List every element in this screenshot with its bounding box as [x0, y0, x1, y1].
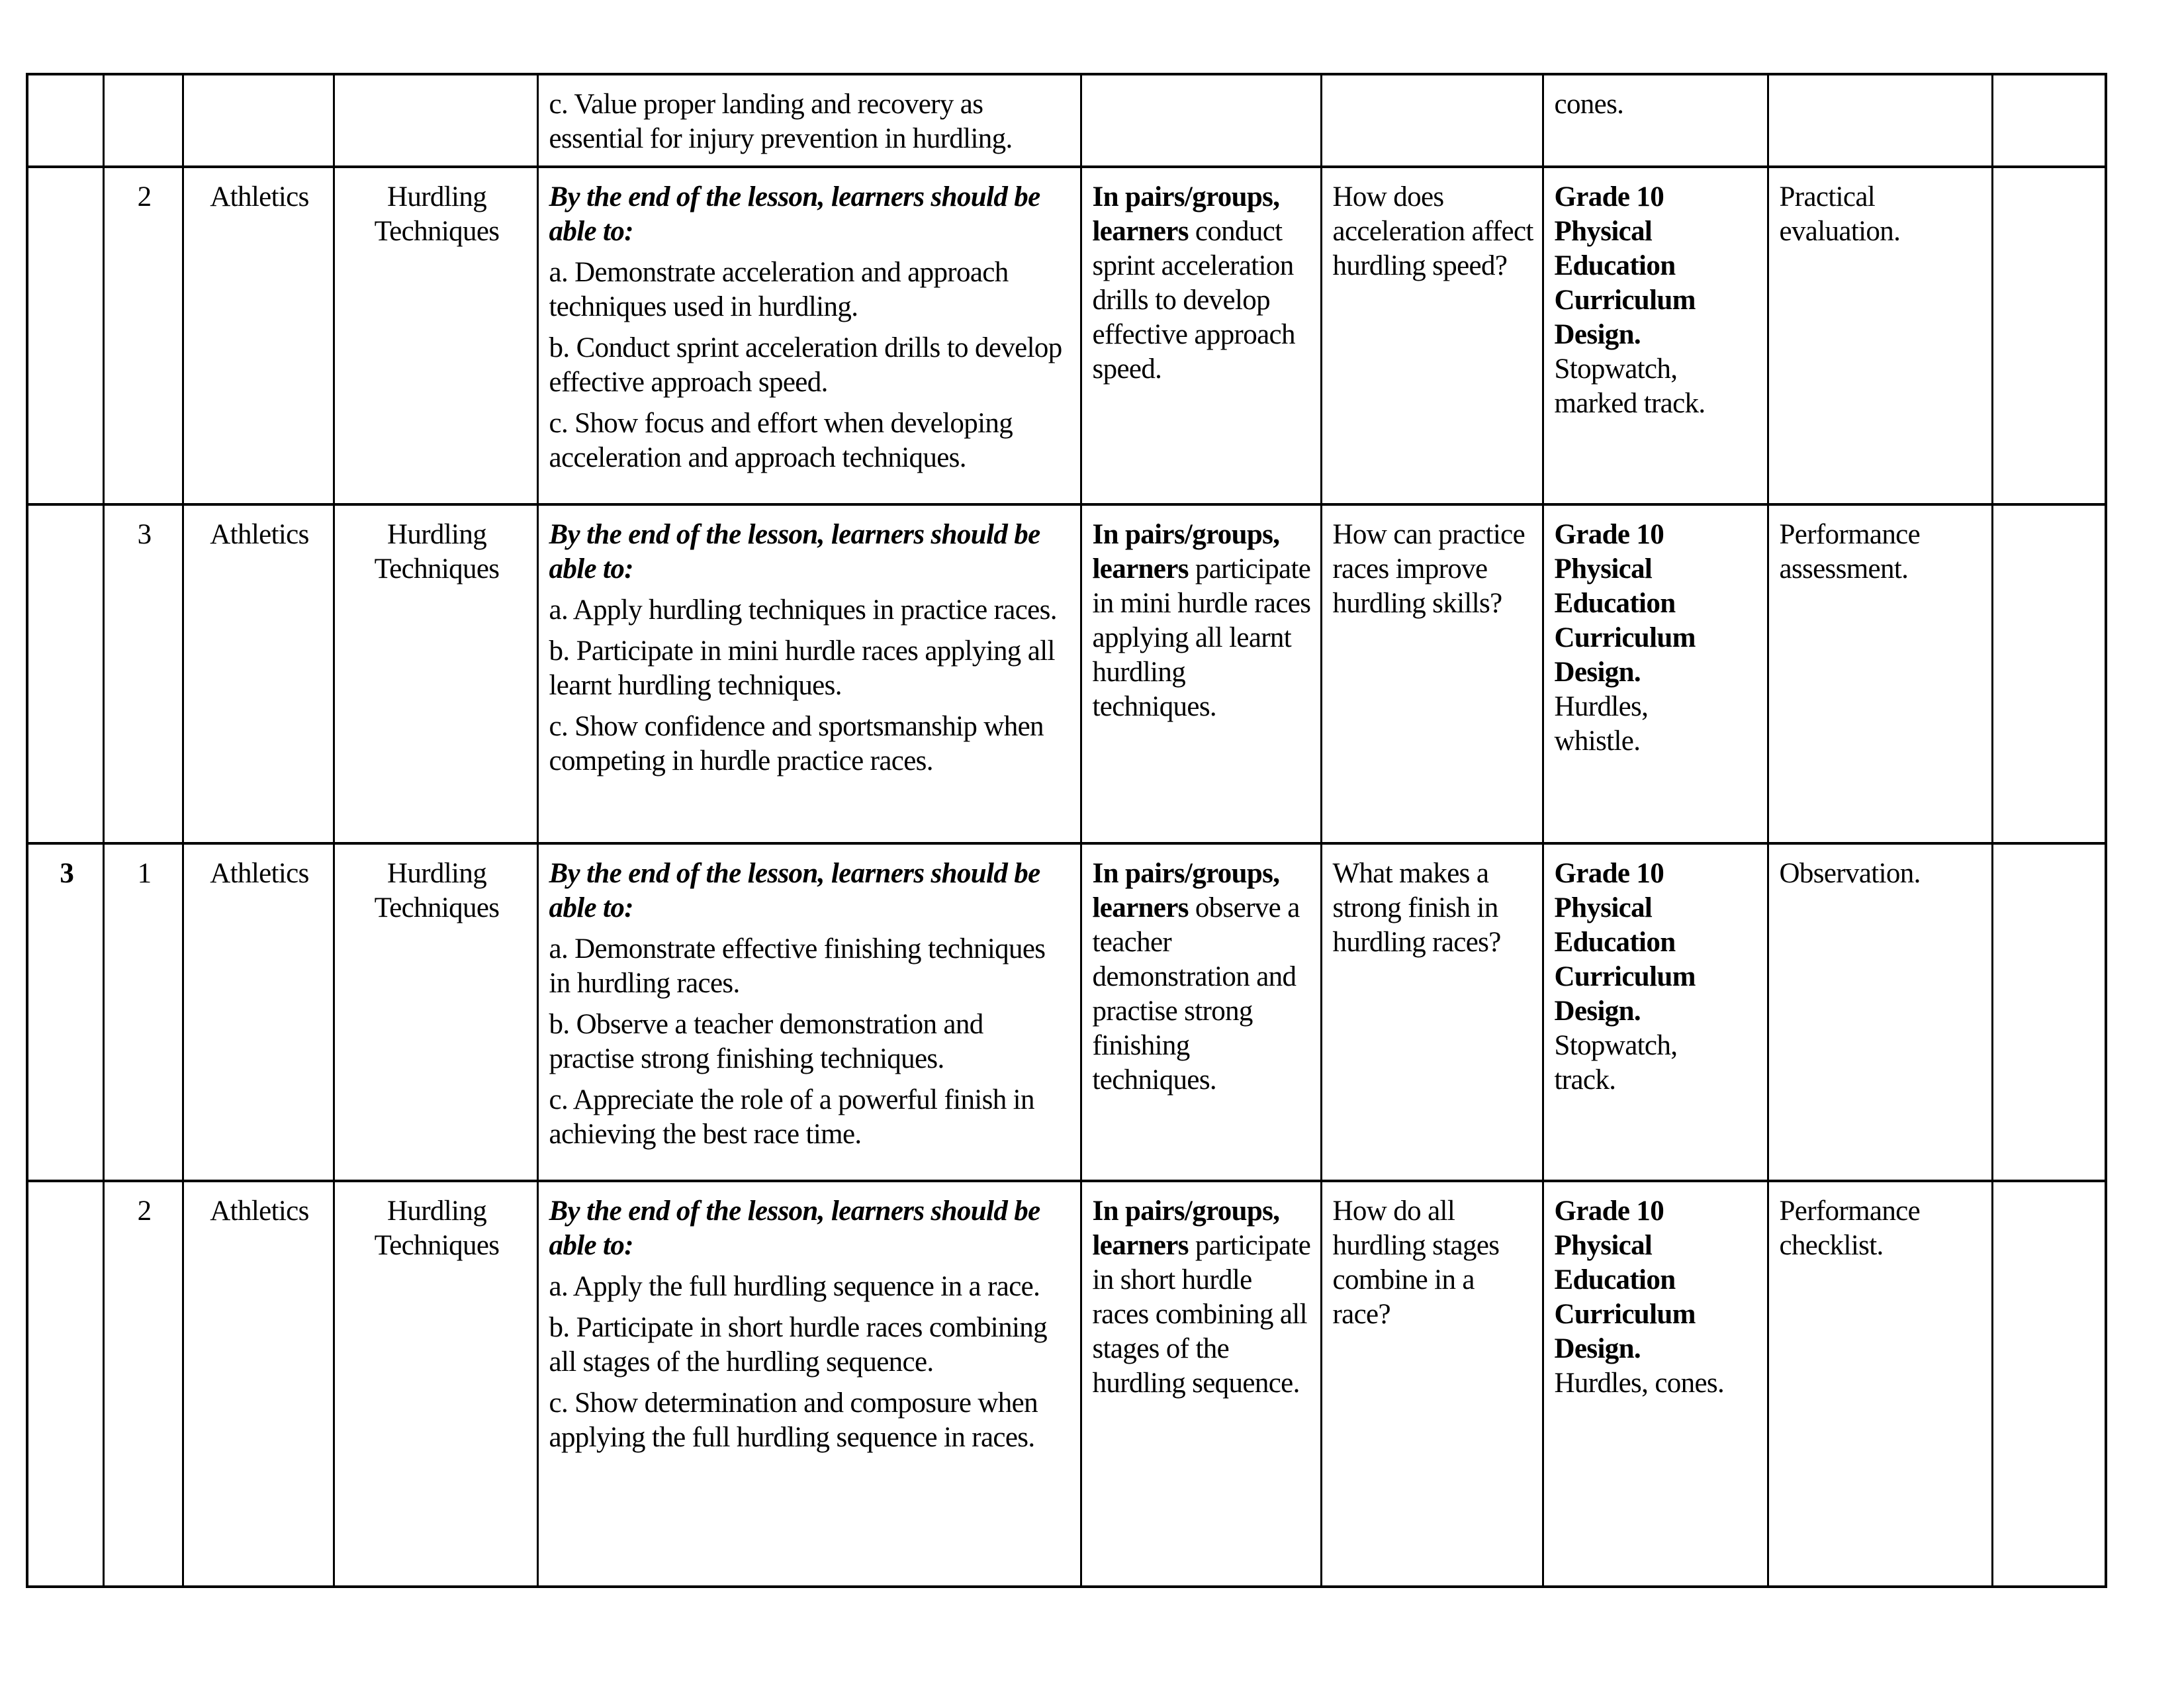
- resources-item: track.: [1554, 1064, 1616, 1096]
- outcome-item: b. Conduct sprint acceleration drills to develop effective approach speed.: [549, 332, 1062, 398]
- experiences-paragraph: [1093, 180, 1312, 387]
- cell-strand: [183, 167, 334, 504]
- table-row: [27, 843, 2106, 1181]
- experiences-paragraph: [1093, 518, 1312, 724]
- cell-lesson: [103, 1181, 183, 1587]
- cell-lesson: [103, 74, 183, 167]
- strand-label: Athletics: [210, 519, 309, 550]
- cell-learning-experiences: [1081, 74, 1321, 167]
- sub-strand-label: Hurdling Techniques: [374, 1196, 500, 1261]
- strand-label: Athletics: [210, 1196, 309, 1227]
- cell-key-inquiry-question: [1321, 74, 1543, 167]
- resources-item: cones.: [1554, 89, 1624, 120]
- resources-item: whistle.: [1554, 726, 1641, 757]
- sub-strand-label: Hurdling Techniques: [374, 181, 500, 247]
- experiences-lead: In pairs/groups, learners: [1092, 1196, 1280, 1261]
- cell-week: [27, 504, 103, 843]
- outcome-item: b. Observe a teacher demonstration and practise strong finishing techniques.: [549, 1009, 983, 1074]
- outcome-item: a. Apply hurdling techniques in practice races.: [549, 594, 1057, 626]
- cell-assessment: [1768, 1181, 1992, 1587]
- table-row: [27, 74, 2106, 167]
- resources-title: Grade 10 Physical Education Curriculum Design.: [1554, 181, 1696, 350]
- cell-sub-strand: [334, 504, 537, 843]
- lesson-number: 1: [137, 858, 152, 889]
- cell-learning-resources: [1543, 843, 1768, 1181]
- experiences-rest: participate in mini hurdle races applying all learnt hurdling techniques.: [1092, 553, 1311, 722]
- cell-sub-strand: [334, 74, 537, 167]
- experiences-rest: conduct sprint acceleration drills to develop effective approach speed.: [1092, 216, 1295, 385]
- cell-learning-experiences: [1081, 167, 1321, 504]
- cell-sub-strand: [334, 843, 537, 1181]
- inquiry-question: How do all hurdling stages combine in a race?: [1332, 1196, 1500, 1330]
- sub-strand-label: Hurdling Techniques: [374, 519, 500, 585]
- cell-week: [27, 843, 103, 1181]
- assessment-text: Performance checklist.: [1779, 1196, 1921, 1261]
- cell-key-inquiry-question: [1321, 167, 1543, 504]
- strand-label: Athletics: [210, 181, 309, 212]
- cell-assessment: [1768, 167, 1992, 504]
- cell-strand: [183, 74, 334, 167]
- experiences-lead: In pairs/groups, learners: [1092, 181, 1280, 247]
- cell-week: [27, 1181, 103, 1587]
- lesson-number: 2: [137, 1196, 152, 1227]
- experiences-paragraph: [1093, 1194, 1312, 1401]
- cell-sub-strand: [334, 167, 537, 504]
- cell-learning-experiences: [1081, 504, 1321, 843]
- cell-lesson: [103, 504, 183, 843]
- experiences-lead: In pairs/groups, learners: [1092, 519, 1280, 585]
- experiences-paragraph: [1093, 857, 1312, 1098]
- cell-key-inquiry-question: [1321, 504, 1543, 843]
- cell-key-inquiry-question: [1321, 843, 1543, 1181]
- resources-title: Grade 10 Physical Education Curriculum Design.: [1554, 519, 1696, 688]
- cell-remarks: [1992, 504, 2106, 843]
- cell-lesson: [103, 843, 183, 1181]
- cell-key-inquiry-question: [1321, 1181, 1543, 1587]
- cell-remarks: [1992, 1181, 2106, 1587]
- outcome-item: c. Show focus and effort when developing acceleration and approach techniques.: [549, 408, 1013, 473]
- resources-item: Hurdles, cones.: [1554, 1368, 1725, 1399]
- cell-remarks: [1992, 74, 2106, 167]
- lesson-number: 3: [137, 519, 152, 550]
- experiences-rest: participate in short hurdle races combining all stages of the hurdling sequence.: [1092, 1230, 1311, 1399]
- cell-remarks: [1992, 167, 2106, 504]
- cell-strand: [183, 843, 334, 1181]
- cell-remarks: [1992, 843, 2106, 1181]
- resources-title: Grade 10 Physical Education Curriculum Design.: [1554, 1196, 1696, 1364]
- lesson-number: 2: [137, 181, 152, 212]
- cell-learning-outcomes: [537, 504, 1081, 843]
- week-number: 3: [60, 858, 74, 889]
- inquiry-question: How can practice races improve hurdling skills?: [1332, 519, 1525, 619]
- cell-learning-outcomes: [537, 167, 1081, 504]
- resources-item: Stopwatch,: [1554, 1030, 1678, 1061]
- outcome-item: c. Appreciate the role of a powerful finish in achieving the best race time.: [549, 1084, 1034, 1150]
- outcomes-intro: By the end of the lesson, learners should be able to:: [549, 519, 1040, 585]
- cell-assessment: [1768, 504, 1992, 843]
- cell-strand: [183, 1181, 334, 1587]
- table-row: [27, 167, 2106, 504]
- cell-assessment: [1768, 843, 1992, 1181]
- assessment-text: Performance assessment.: [1779, 519, 1921, 585]
- outcomes-intro: By the end of the lesson, learners should be able to:: [549, 858, 1040, 923]
- sub-strand-label: Hurdling Techniques: [374, 858, 500, 923]
- table-row: [27, 1181, 2106, 1587]
- outcomes-intro: By the end of the lesson, learners should be able to:: [549, 1196, 1040, 1261]
- outcome-item: b. Participate in mini hurdle races applying all learnt hurdling techniques.: [549, 635, 1055, 701]
- outcome-item: c. Show determination and composure when applying the full hurdling sequence in races.: [549, 1387, 1038, 1453]
- outcome-item: c. Value proper landing and recovery as essential for injury prevention in hurdling.: [549, 89, 1013, 154]
- cell-lesson: [103, 167, 183, 504]
- assessment-text: Observation.: [1779, 858, 1921, 889]
- cell-learning-resources: [1543, 504, 1768, 843]
- resources-item: Hurdles,: [1554, 691, 1649, 722]
- strand-label: Athletics: [210, 858, 309, 889]
- cell-learning-outcomes: [537, 74, 1081, 167]
- assessment-text: Practical evaluation.: [1779, 181, 1901, 247]
- outcomes-intro: By the end of the lesson, learners should be able to:: [549, 181, 1040, 247]
- cell-learning-resources: [1543, 74, 1768, 167]
- resources-item: Stopwatch,: [1554, 353, 1678, 385]
- resources-item: marked track.: [1554, 388, 1706, 419]
- outcome-item: a. Demonstrate acceleration and approach techniques used in hurdling.: [549, 257, 1009, 322]
- cell-learning-outcomes: [537, 1181, 1081, 1587]
- resources-title: Grade 10 Physical Education Curriculum Design.: [1554, 858, 1696, 1027]
- cell-learning-experiences: [1081, 1181, 1321, 1587]
- cell-learning-experiences: [1081, 843, 1321, 1181]
- experiences-lead: In pairs/groups, learners: [1092, 858, 1280, 923]
- lesson-plan-table: [26, 73, 2107, 1588]
- cell-assessment: [1768, 74, 1992, 167]
- cell-week: [27, 167, 103, 504]
- outcome-item: c. Show confidence and sportsmanship when competing in hurdle practice races.: [549, 711, 1044, 776]
- cell-learning-resources: [1543, 1181, 1768, 1587]
- cell-week: [27, 74, 103, 167]
- table-row: [27, 504, 2106, 843]
- outcome-item: b. Participate in short hurdle races combining all stages of the hurdling sequence.: [549, 1312, 1047, 1378]
- inquiry-question: What makes a strong finish in hurdling races?: [1332, 858, 1501, 958]
- cell-learning-outcomes: [537, 843, 1081, 1181]
- experiences-rest: observe a teacher demonstration and practise strong finishing techniques.: [1092, 892, 1300, 1096]
- cell-strand: [183, 504, 334, 843]
- table-body: [27, 74, 2106, 1587]
- cell-sub-strand: [334, 1181, 537, 1587]
- inquiry-question: How does acceleration affect hurdling speed?: [1332, 181, 1533, 281]
- outcome-item: a. Apply the full hurdling sequence in a race.: [549, 1271, 1040, 1302]
- outcome-item: a. Demonstrate effective finishing techniques in hurdling races.: [549, 933, 1046, 999]
- cell-learning-resources: [1543, 167, 1768, 504]
